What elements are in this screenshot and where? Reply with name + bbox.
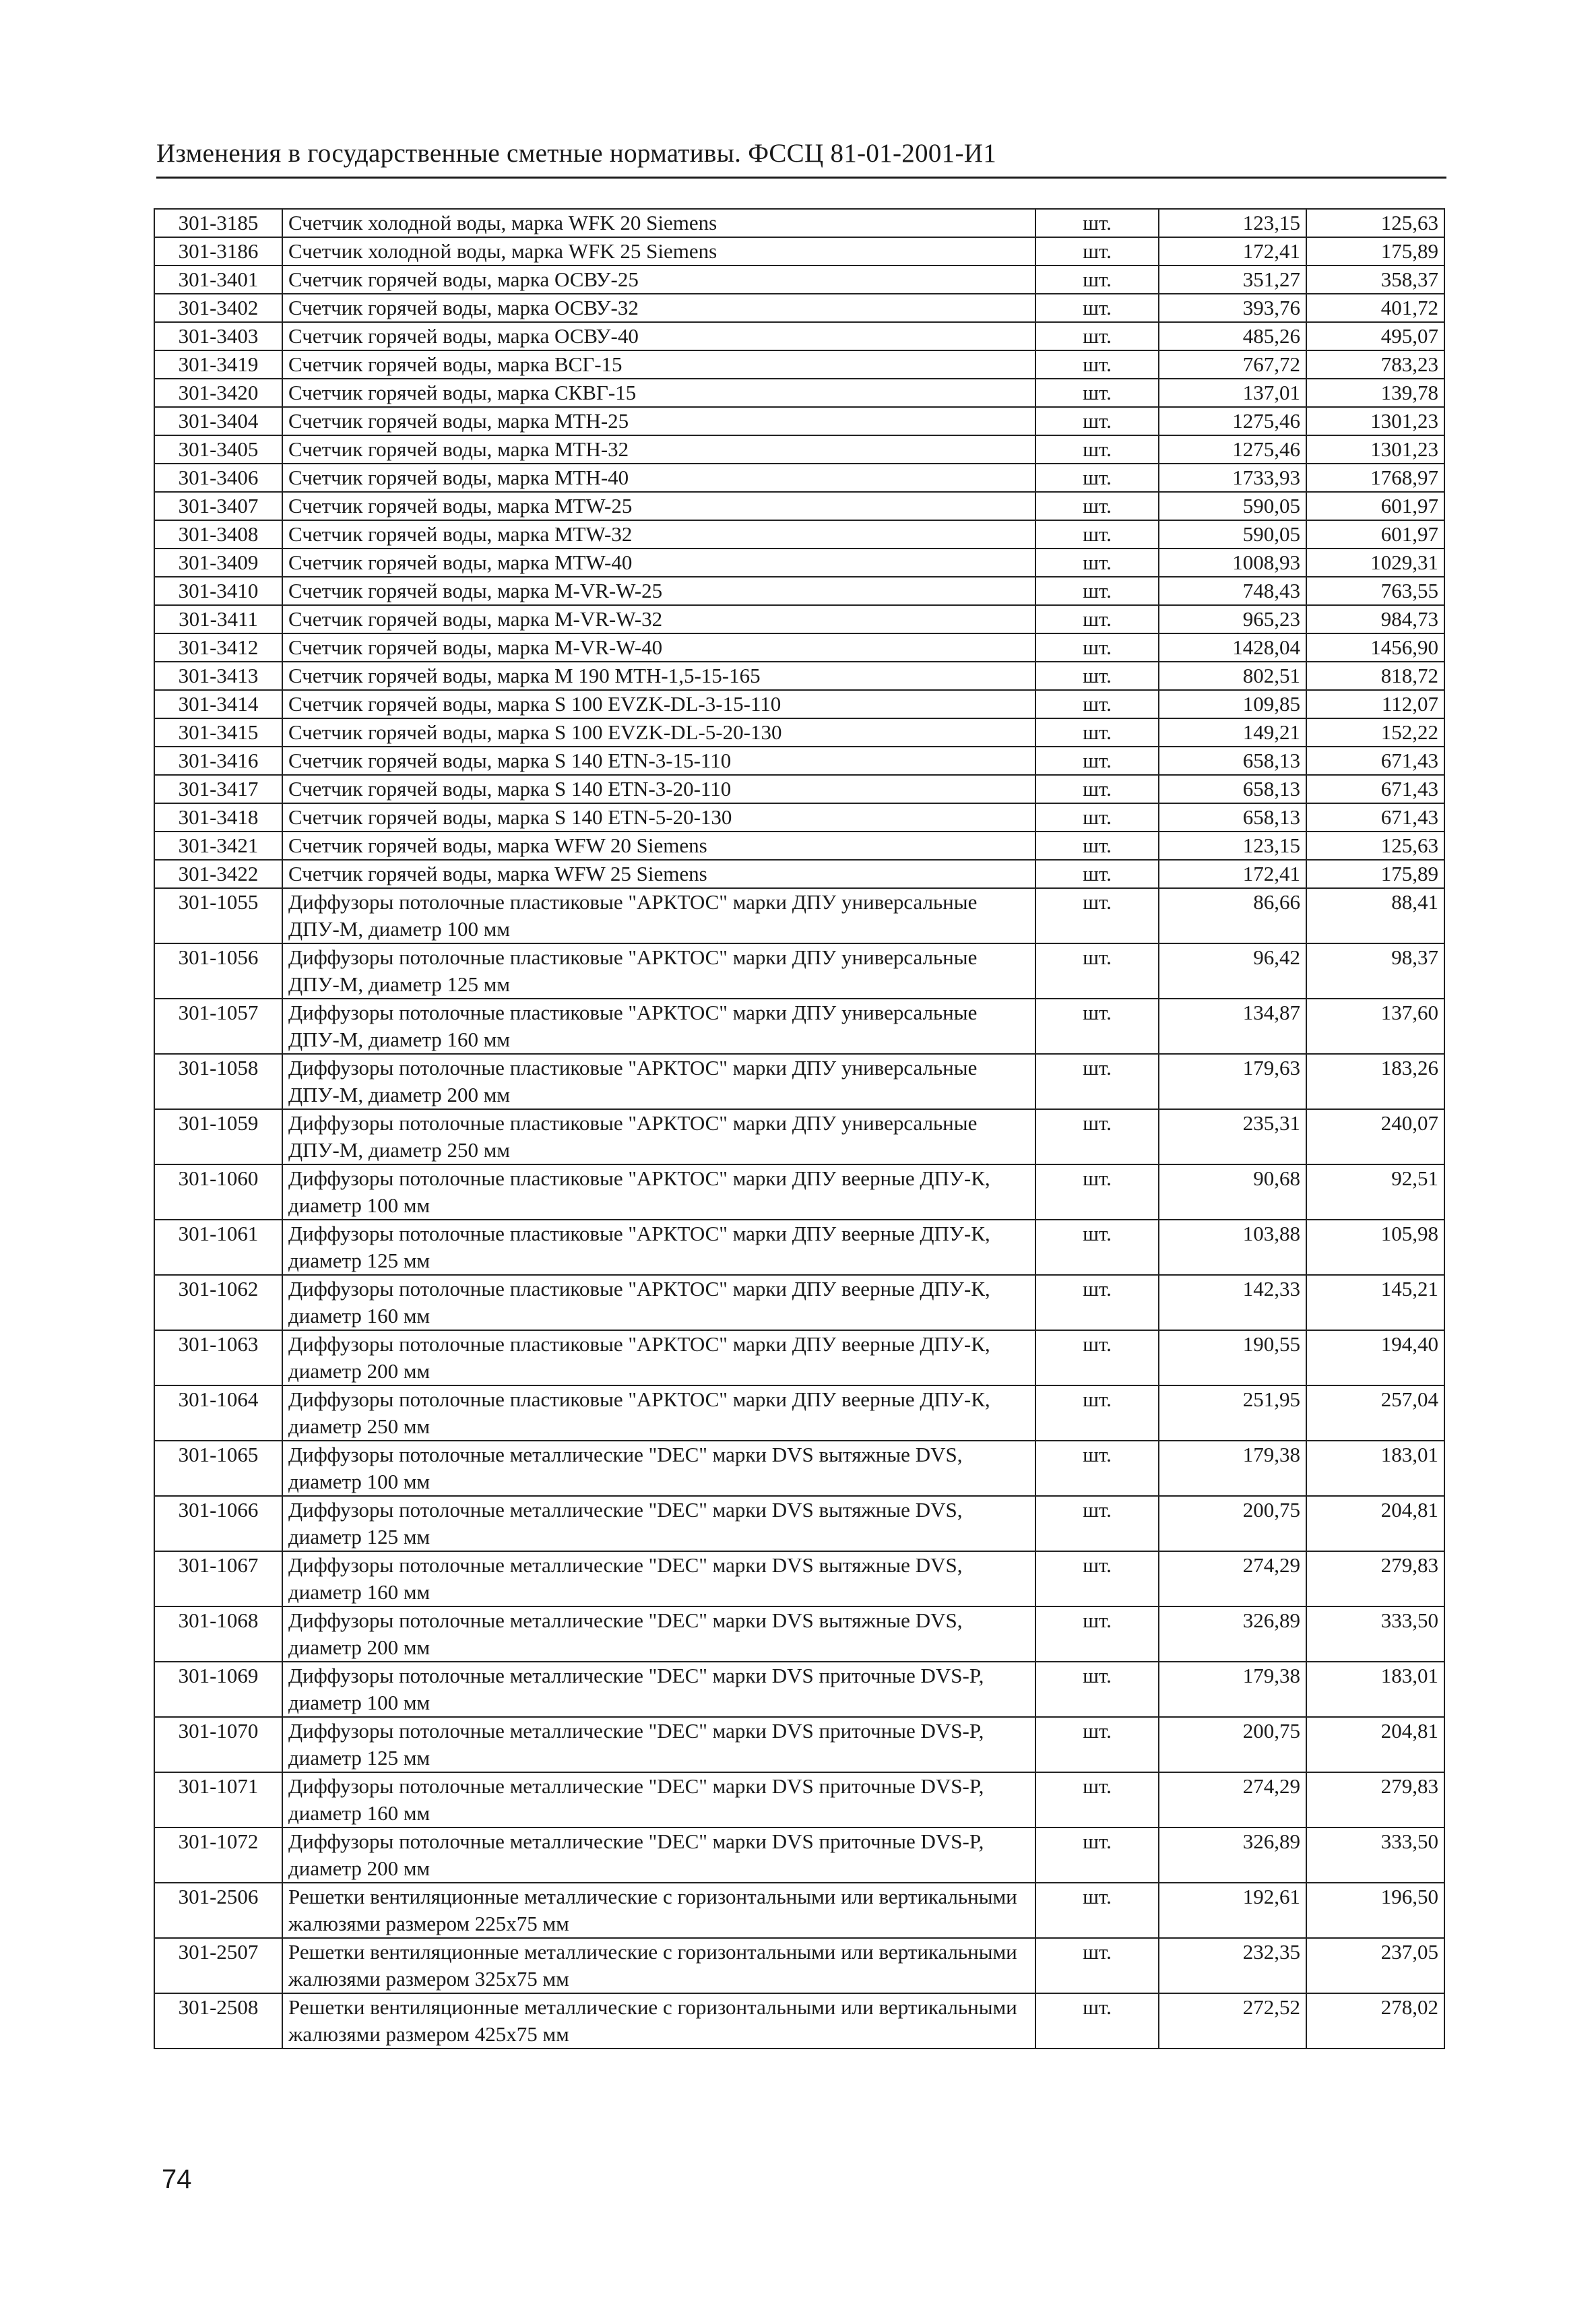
item-code: 301-1066 [154, 1496, 282, 1551]
table-row [154, 464, 1444, 492]
item-price-1: 274,29 [1159, 1772, 1306, 1827]
item-price-1: 190,55 [1159, 1330, 1306, 1385]
table-row [154, 1441, 1444, 1496]
item-name: Счетчик горячей воды, марка М 190 МТН-1,5-15-165 [282, 662, 1035, 690]
item-name: Диффузоры потолочные металлические "DEC" марки DVS вытяжные DVS, диаметр 100 мм [282, 1441, 1035, 1496]
item-price-2: 105,98 [1306, 1220, 1444, 1275]
item-price-1: 272,52 [1159, 1993, 1306, 2049]
item-price-2: 984,73 [1306, 605, 1444, 633]
item-price-1: 1008,93 [1159, 549, 1306, 577]
item-price-1: 1733,93 [1159, 464, 1306, 492]
item-price-1: 1275,46 [1159, 435, 1306, 464]
item-unit: шт. [1035, 577, 1159, 605]
item-price-1: 96,42 [1159, 943, 1306, 999]
item-price-2: 495,07 [1306, 322, 1444, 350]
table-row [154, 1606, 1444, 1662]
item-name: Счетчик горячей воды, марка MTW-40 [282, 549, 1035, 577]
table-row [154, 294, 1444, 322]
item-unit: шт. [1035, 690, 1159, 718]
item-price-1: 172,41 [1159, 860, 1306, 888]
page-header: Изменения в государственные сметные нормативы. ФССЦ 81-01-2001-И1 [156, 139, 997, 168]
item-price-1: 134,87 [1159, 999, 1306, 1054]
item-unit: шт. [1035, 1220, 1159, 1275]
item-unit: шт. [1035, 464, 1159, 492]
item-price-1: 326,89 [1159, 1606, 1306, 1662]
item-code: 301-1068 [154, 1606, 282, 1662]
item-price-1: 90,68 [1159, 1164, 1306, 1220]
item-price-2: 204,81 [1306, 1496, 1444, 1551]
item-unit: шт. [1035, 1054, 1159, 1109]
item-unit: шт. [1035, 999, 1159, 1054]
item-price-2: 1301,23 [1306, 407, 1444, 435]
item-price-2: 145,21 [1306, 1275, 1444, 1330]
item-code: 301-3416 [154, 747, 282, 775]
item-unit: шт. [1035, 747, 1159, 775]
item-name: Счетчик горячей воды, марка MTW-32 [282, 520, 1035, 549]
item-unit: шт. [1035, 549, 1159, 577]
item-price-2: 92,51 [1306, 1164, 1444, 1220]
item-price-1: 200,75 [1159, 1496, 1306, 1551]
item-unit: шт. [1035, 379, 1159, 407]
item-name: Решетки вентиляционные металлические с горизонтальными или вертикальными жалюзями размером 325х75 мм [282, 1938, 1035, 1993]
table-row [154, 520, 1444, 549]
item-name: Решетки вентиляционные металлические с горизонтальными или вертикальными жалюзями размером 225х75 мм [282, 1883, 1035, 1938]
item-unit: шт. [1035, 605, 1159, 633]
table-row [154, 1164, 1444, 1220]
item-code: 301-1072 [154, 1827, 282, 1883]
item-code: 301-1056 [154, 943, 282, 999]
item-code: 301-3407 [154, 492, 282, 520]
item-unit: шт. [1035, 1662, 1159, 1717]
price-table [154, 208, 1445, 2049]
item-unit: шт. [1035, 888, 1159, 943]
item-name: Счетчик горячей воды, марка МТН-32 [282, 435, 1035, 464]
item-price-2: 601,97 [1306, 492, 1444, 520]
table-row [154, 492, 1444, 520]
table-row [154, 1662, 1444, 1717]
item-unit: шт. [1035, 633, 1159, 662]
table-row [154, 577, 1444, 605]
item-price-2: 1029,31 [1306, 549, 1444, 577]
item-price-2: 98,37 [1306, 943, 1444, 999]
item-unit: шт. [1035, 1938, 1159, 1993]
item-code: 301-1059 [154, 1109, 282, 1164]
item-unit: шт. [1035, 209, 1159, 237]
item-code: 301-1070 [154, 1717, 282, 1772]
item-name: Диффузоры потолочные пластиковые "АРКТОС" марки ДПУ веерные ДПУ-К, диаметр 160 мм [282, 1275, 1035, 1330]
item-price-2: 240,07 [1306, 1109, 1444, 1164]
item-name: Счетчик горячей воды, марка МТН-25 [282, 407, 1035, 435]
item-price-1: 179,38 [1159, 1662, 1306, 1717]
item-price-1: 123,15 [1159, 209, 1306, 237]
item-price-2: 137,60 [1306, 999, 1444, 1054]
item-unit: шт. [1035, 860, 1159, 888]
table-row [154, 1330, 1444, 1385]
table-row [154, 237, 1444, 265]
item-price-2: 112,07 [1306, 690, 1444, 718]
item-unit: шт. [1035, 1717, 1159, 1772]
item-code: 301-1061 [154, 1220, 282, 1275]
table-row [154, 1385, 1444, 1441]
item-code: 301-3404 [154, 407, 282, 435]
item-name: Диффузоры потолочные металлические "DEC" марки DVS вытяжные DVS, диаметр 200 мм [282, 1606, 1035, 1662]
item-price-1: 393,76 [1159, 294, 1306, 322]
item-name: Счетчик горячей воды, марка S 100 EVZK-DL-5-20-130 [282, 718, 1035, 747]
item-unit: шт. [1035, 265, 1159, 294]
table-row [154, 209, 1444, 237]
item-price-1: 965,23 [1159, 605, 1306, 633]
item-price-2: 175,89 [1306, 860, 1444, 888]
item-code: 301-1063 [154, 1330, 282, 1385]
item-unit: шт. [1035, 662, 1159, 690]
item-unit: шт. [1035, 1164, 1159, 1220]
item-price-1: 123,15 [1159, 832, 1306, 860]
item-code: 301-3186 [154, 237, 282, 265]
item-code: 301-1067 [154, 1551, 282, 1606]
item-name: Счетчик горячей воды, марка ОСВУ-32 [282, 294, 1035, 322]
item-name: Диффузоры потолочные пластиковые "АРКТОС" марки ДПУ веерные ДПУ-К, диаметр 125 мм [282, 1220, 1035, 1275]
item-price-2: 401,72 [1306, 294, 1444, 322]
item-unit: шт. [1035, 1551, 1159, 1606]
item-price-1: 200,75 [1159, 1717, 1306, 1772]
item-name: Счетчик горячей воды, марка СКВГ-15 [282, 379, 1035, 407]
item-name: Диффузоры потолочные металлические "DEC" марки DVS приточные DVS-P, диаметр 125 мм [282, 1717, 1035, 1772]
item-name: Диффузоры потолочные пластиковые "АРКТОС" марки ДПУ универсальные ДПУ-М, диаметр 200 мм [282, 1054, 1035, 1109]
table-row [154, 1883, 1444, 1938]
item-code: 301-1057 [154, 999, 282, 1054]
item-price-1: 326,89 [1159, 1827, 1306, 1883]
item-unit: шт. [1035, 775, 1159, 803]
item-price-1: 235,31 [1159, 1109, 1306, 1164]
item-unit: шт. [1035, 407, 1159, 435]
item-price-1: 232,35 [1159, 1938, 1306, 1993]
item-unit: шт. [1035, 1772, 1159, 1827]
item-price-1: 274,29 [1159, 1551, 1306, 1606]
item-code: 301-1065 [154, 1441, 282, 1496]
table-row [154, 322, 1444, 350]
item-unit: шт. [1035, 1385, 1159, 1441]
item-code: 301-3409 [154, 549, 282, 577]
item-price-1: 192,61 [1159, 1883, 1306, 1938]
item-name: Решетки вентиляционные металлические с горизонтальными или вертикальными жалюзями размером 425х75 мм [282, 1993, 1035, 2049]
item-name: Диффузоры потолочные пластиковые "АРКТОС" марки ДПУ универсальные ДПУ-М, диаметр 250 мм [282, 1109, 1035, 1164]
item-unit: шт. [1035, 492, 1159, 520]
item-code: 301-1055 [154, 888, 282, 943]
header-divider [156, 177, 1446, 179]
table-row [154, 1220, 1444, 1275]
item-code: 301-3411 [154, 605, 282, 633]
table-row [154, 350, 1444, 379]
item-name: Счетчик горячей воды, марка ОСВУ-25 [282, 265, 1035, 294]
item-code: 301-1060 [154, 1164, 282, 1220]
item-code: 301-3402 [154, 294, 282, 322]
item-name: Диффузоры потолочные металлические "DEC" марки DVS приточные DVS-P, диаметр 100 мм [282, 1662, 1035, 1717]
table-row [154, 1772, 1444, 1827]
item-price-1: 590,05 [1159, 492, 1306, 520]
item-code: 301-3413 [154, 662, 282, 690]
item-price-2: 358,37 [1306, 265, 1444, 294]
table-row [154, 1054, 1444, 1109]
table-row [154, 379, 1444, 407]
item-name: Диффузоры потолочные пластиковые "АРКТОС" марки ДПУ универсальные ДПУ-М, диаметр 125 мм [282, 943, 1035, 999]
item-price-2: 601,97 [1306, 520, 1444, 549]
item-name: Диффузоры потолочные металлические "DEC" марки DVS приточные DVS-P, диаметр 160 мм [282, 1772, 1035, 1827]
item-price-2: 257,04 [1306, 1385, 1444, 1441]
item-price-2: 763,55 [1306, 577, 1444, 605]
item-name: Диффузоры потолочные металлические "DEC" марки DVS вытяжные DVS, диаметр 125 мм [282, 1496, 1035, 1551]
item-code: 301-3185 [154, 209, 282, 237]
item-name: Счетчик горячей воды, марка MTW-25 [282, 492, 1035, 520]
item-code: 301-1069 [154, 1662, 282, 1717]
table-row [154, 888, 1444, 943]
item-code: 301-3406 [154, 464, 282, 492]
table-row [154, 1827, 1444, 1883]
item-price-2: 139,78 [1306, 379, 1444, 407]
item-name: Счетчик горячей воды, марка WFW 25 Siemens [282, 860, 1035, 888]
item-unit: шт. [1035, 1441, 1159, 1496]
item-code: 301-3418 [154, 803, 282, 832]
item-code: 301-2507 [154, 1938, 282, 1993]
item-unit: шт. [1035, 435, 1159, 464]
item-name: Счетчик горячей воды, марка S 140 ETN-3-20-110 [282, 775, 1035, 803]
table-row [154, 633, 1444, 662]
item-name: Счетчик горячей воды, марка S 100 EVZK-DL-3-15-110 [282, 690, 1035, 718]
item-price-2: 125,63 [1306, 832, 1444, 860]
item-unit: шт. [1035, 350, 1159, 379]
item-code: 301-3401 [154, 265, 282, 294]
item-price-2: 88,41 [1306, 888, 1444, 943]
item-code: 301-1062 [154, 1275, 282, 1330]
table-row [154, 999, 1444, 1054]
item-price-1: 172,41 [1159, 237, 1306, 265]
table-row [154, 435, 1444, 464]
item-price-2: 237,05 [1306, 1938, 1444, 1993]
item-price-1: 748,43 [1159, 577, 1306, 605]
item-name: Счетчик горячей воды, марка МТН-40 [282, 464, 1035, 492]
item-price-2: 194,40 [1306, 1330, 1444, 1385]
item-price-1: 590,05 [1159, 520, 1306, 549]
table-row [154, 549, 1444, 577]
item-price-2: 175,89 [1306, 237, 1444, 265]
item-name: Диффузоры потолочные металлические "DEC" марки DVS приточные DVS-P, диаметр 200 мм [282, 1827, 1035, 1883]
table-row [154, 1496, 1444, 1551]
item-price-1: 658,13 [1159, 803, 1306, 832]
item-code: 301-2508 [154, 1993, 282, 2049]
table-row [154, 1551, 1444, 1606]
item-name: Диффузоры потолочные пластиковые "АРКТОС" марки ДПУ универсальные ДПУ-М, диаметр 160 мм [282, 999, 1035, 1054]
item-price-2: 279,83 [1306, 1551, 1444, 1606]
item-unit: шт. [1035, 237, 1159, 265]
table-row [154, 407, 1444, 435]
item-price-1: 1275,46 [1159, 407, 1306, 435]
table-row [154, 1275, 1444, 1330]
table-row [154, 860, 1444, 888]
item-price-1: 767,72 [1159, 350, 1306, 379]
item-unit: шт. [1035, 832, 1159, 860]
item-name: Счетчик горячей воды, марка ОСВУ-40 [282, 322, 1035, 350]
item-name: Счетчик горячей воды, марка M-VR-W-40 [282, 633, 1035, 662]
item-price-1: 86,66 [1159, 888, 1306, 943]
item-code: 301-2506 [154, 1883, 282, 1938]
item-unit: шт. [1035, 803, 1159, 832]
item-name: Счетчик горячей воды, марка ВСГ-15 [282, 350, 1035, 379]
item-code: 301-3419 [154, 350, 282, 379]
item-price-1: 251,95 [1159, 1385, 1306, 1441]
item-name: Счетчик горячей воды, марка WFW 20 Siemens [282, 832, 1035, 860]
item-unit: шт. [1035, 1109, 1159, 1164]
item-price-2: 204,81 [1306, 1717, 1444, 1772]
table-row [154, 1993, 1444, 2049]
item-price-1: 351,27 [1159, 265, 1306, 294]
item-unit: шт. [1035, 1275, 1159, 1330]
price-table-body [154, 209, 1444, 2049]
item-price-2: 183,01 [1306, 1441, 1444, 1496]
item-code: 301-3420 [154, 379, 282, 407]
item-price-2: 1456,90 [1306, 633, 1444, 662]
item-name: Счетчик горячей воды, марка M-VR-W-25 [282, 577, 1035, 605]
item-price-2: 278,02 [1306, 1993, 1444, 2049]
item-price-2: 1768,97 [1306, 464, 1444, 492]
item-price-1: 109,85 [1159, 690, 1306, 718]
item-price-2: 333,50 [1306, 1827, 1444, 1883]
item-price-1: 179,63 [1159, 1054, 1306, 1109]
item-name: Диффузоры потолочные металлические "DEC" марки DVS вытяжные DVS, диаметр 160 мм [282, 1551, 1035, 1606]
item-code: 301-1064 [154, 1385, 282, 1441]
table-row [154, 1109, 1444, 1164]
item-code: 301-3422 [154, 860, 282, 888]
item-price-2: 125,63 [1306, 209, 1444, 237]
item-unit: шт. [1035, 520, 1159, 549]
item-code: 301-3412 [154, 633, 282, 662]
item-unit: шт. [1035, 1993, 1159, 2049]
table-row [154, 662, 1444, 690]
table-row [154, 605, 1444, 633]
item-code: 301-1071 [154, 1772, 282, 1827]
item-unit: шт. [1035, 322, 1159, 350]
item-price-2: 671,43 [1306, 803, 1444, 832]
table-row [154, 1717, 1444, 1772]
item-price-1: 658,13 [1159, 775, 1306, 803]
item-code: 301-3403 [154, 322, 282, 350]
item-price-2: 183,26 [1306, 1054, 1444, 1109]
item-price-1: 485,26 [1159, 322, 1306, 350]
item-price-1: 1428,04 [1159, 633, 1306, 662]
item-price-2: 818,72 [1306, 662, 1444, 690]
item-unit: шт. [1035, 1496, 1159, 1551]
item-price-1: 802,51 [1159, 662, 1306, 690]
item-price-2: 279,83 [1306, 1772, 1444, 1827]
item-price-1: 179,38 [1159, 1441, 1306, 1496]
item-code: 301-3410 [154, 577, 282, 605]
item-name: Счетчик горячей воды, марка M-VR-W-32 [282, 605, 1035, 633]
table-row [154, 1938, 1444, 1993]
item-price-2: 1301,23 [1306, 435, 1444, 464]
item-unit: шт. [1035, 1827, 1159, 1883]
item-price-2: 183,01 [1306, 1662, 1444, 1717]
item-price-2: 671,43 [1306, 775, 1444, 803]
table-row [154, 690, 1444, 718]
item-price-2: 671,43 [1306, 747, 1444, 775]
table-row [154, 718, 1444, 747]
item-price-1: 149,21 [1159, 718, 1306, 747]
item-unit: шт. [1035, 1330, 1159, 1385]
item-unit: шт. [1035, 1883, 1159, 1938]
table-row [154, 265, 1444, 294]
item-code: 301-3408 [154, 520, 282, 549]
table-row [154, 943, 1444, 999]
item-name: Диффузоры потолочные пластиковые "АРКТОС" марки ДПУ веерные ДПУ-К, диаметр 200 мм [282, 1330, 1035, 1385]
table-row [154, 803, 1444, 832]
item-price-1: 658,13 [1159, 747, 1306, 775]
item-unit: шт. [1035, 718, 1159, 747]
item-code: 301-1058 [154, 1054, 282, 1109]
item-price-2: 152,22 [1306, 718, 1444, 747]
item-code: 301-3405 [154, 435, 282, 464]
item-price-1: 103,88 [1159, 1220, 1306, 1275]
item-code: 301-3414 [154, 690, 282, 718]
item-name: Счетчик холодной воды, марка WFK 25 Siemens [282, 237, 1035, 265]
table-row [154, 832, 1444, 860]
item-code: 301-3417 [154, 775, 282, 803]
item-price-1: 142,33 [1159, 1275, 1306, 1330]
item-price-1: 137,01 [1159, 379, 1306, 407]
item-name: Счетчик горячей воды, марка S 140 ETN-3-15-110 [282, 747, 1035, 775]
item-name: Счетчик горячей воды, марка S 140 ETN-5-20-130 [282, 803, 1035, 832]
item-name: Диффузоры потолочные пластиковые "АРКТОС" марки ДПУ веерные ДПУ-К, диаметр 100 мм [282, 1164, 1035, 1220]
table-row [154, 775, 1444, 803]
item-unit: шт. [1035, 294, 1159, 322]
item-name: Счетчик холодной воды, марка WFK 20 Siemens [282, 209, 1035, 237]
page-number: 74 [162, 2164, 192, 2194]
item-code: 301-3415 [154, 718, 282, 747]
item-unit: шт. [1035, 943, 1159, 999]
item-unit: шт. [1035, 1606, 1159, 1662]
item-price-2: 333,50 [1306, 1606, 1444, 1662]
item-price-2: 783,23 [1306, 350, 1444, 379]
item-price-2: 196,50 [1306, 1883, 1444, 1938]
item-name: Диффузоры потолочные пластиковые "АРКТОС" марки ДПУ универсальные ДПУ-М, диаметр 100 мм [282, 888, 1035, 943]
item-code: 301-3421 [154, 832, 282, 860]
item-name: Диффузоры потолочные пластиковые "АРКТОС" марки ДПУ веерные ДПУ-К, диаметр 250 мм [282, 1385, 1035, 1441]
table-row [154, 747, 1444, 775]
